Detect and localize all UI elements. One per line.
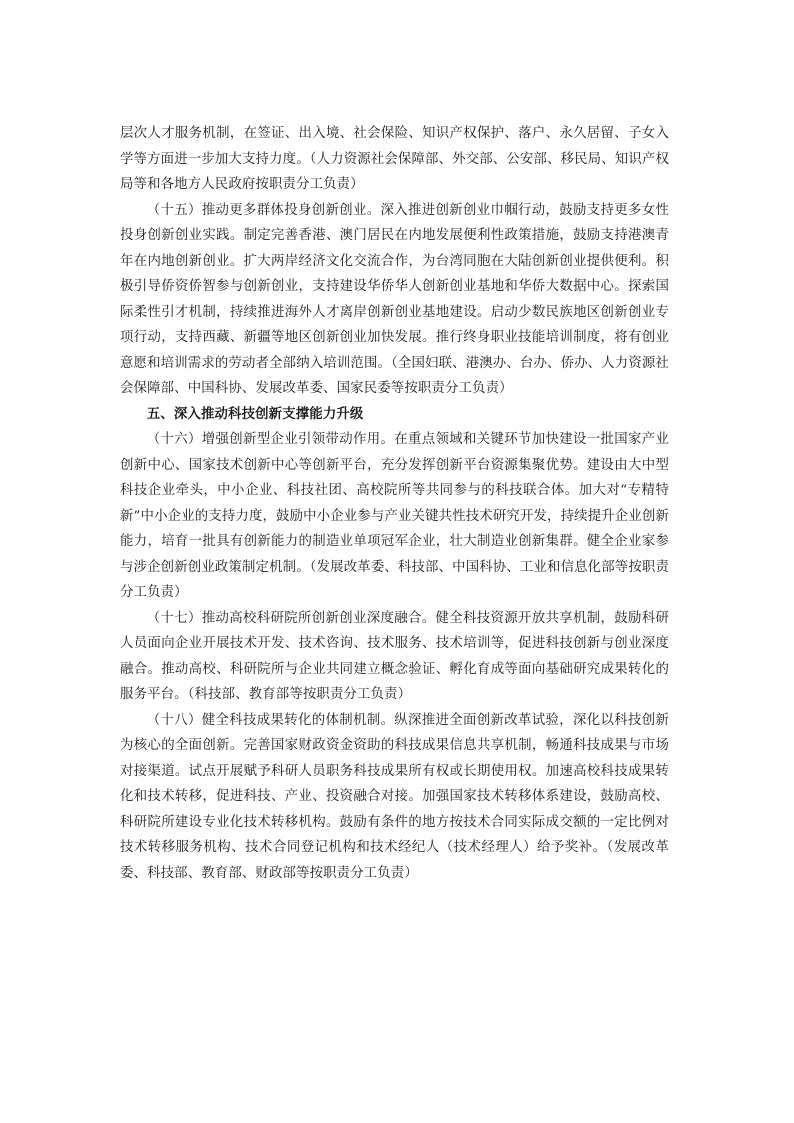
paragraph-16: （十六）增强创新型企业引领带动作用。在重点领域和关键环节加快建设一批国家产业创新中心、国家技术创新中心等创新平台，充分发挥创新平台资源集聚优势。建设由大中型科技企业牵头，中小企业、科技社团、高校院所等共同参与的科技联合体。加大对“专精特新”中小企业的支持力度，鼓励中小企业参与产业关键共性技术研究开发，持续提升企业创新能力，培育一批具有创新能力的制造业单项冠军企业，壮大制造业创新集群。健全企业家参与涉企创新创业政策制定机制。（发展改革委、科技部、中国科协、工业和信息化部等按职责分工负责） — [120, 432, 669, 600]
paragraph-14-continuation: 层次人才服务机制，在签证、出入境、社会保险、知识产权保护、落户、永久居留、子女入学等方面进一步加大支持力度。（人力资源社会保障部、外交部、公安部、移民局、知识产权局等和各地方人民政府按职责分工负责） — [120, 126, 669, 192]
paragraph-15: （十五）推动更多群体投身创新创业。深入推进创新创业巾帼行动，鼓励支持更多女性投身创新创业实践。制定完善香港、澳门居民在内地发展便利性政策措施，鼓励支持港澳青年在内地创新创业。扩大两岸经济文化交流合作，为台湾同胞在大陆创新创业提供便利。积极引导侨资侨智参与创新创业，支持建设华侨华人创新创业基地和华侨大数据中心。探索国际柔性引才机制，持续推进海外人才离岸创新创业基地建设。启动少数民族地区创新创业专项行动，支持西藏、新疆等地区创新创业加快发展。推行终身职业技能培训制度，将有创业意愿和培训需求的劳动者全部纳入培训范围。（全国妇联、港澳办、台办、侨办、人力资源社会保障部、中国科协、发展改革委、国家民委等按职责分工负责） — [120, 202, 669, 396]
paragraph-17: （十七）推动高校科研院所创新创业深度融合。健全科技资源开放共享机制，鼓励科研人员面向企业开展技术开发、技术咨询、技术服务、技术培训等，促进科技创新与创业深度融合。推动高校、科研院所与企业共同建立概念验证、孵化育成等面向基础研究成果转化的服务平台。（科技部、教育部等按职责分工负责） — [120, 610, 669, 702]
document-body — [120, 121, 669, 886]
section-heading-5: 五、深入推动科技创新支撑能力升级 — [146, 406, 364, 422]
paragraph-18: （十八）健全科技成果转化的体制机制。纵深推进全面创新改革试验，深化以科技创新为核心的全面创新。完善国家财政资金资助的科技成果信息共享机制，畅通科技成果与市场对接渠道。试点开展赋予科研人员职务科技成果所有权或长期使用权。加速高校科技成果转化和技术转移，促进科技、产业、投资融合对接。加强国家技术转移体系建设，鼓励高校、科研院所建设专业化技术转移机构。鼓励有条件的地方按技术合同实际成交额的一定比例对技术转移服务机构、技术合同登记机构和技术经纪人（技术经理人）给予奖补。（发展改革委、科技部、教育部、财政部等按职责分工负责） — [120, 712, 669, 881]
